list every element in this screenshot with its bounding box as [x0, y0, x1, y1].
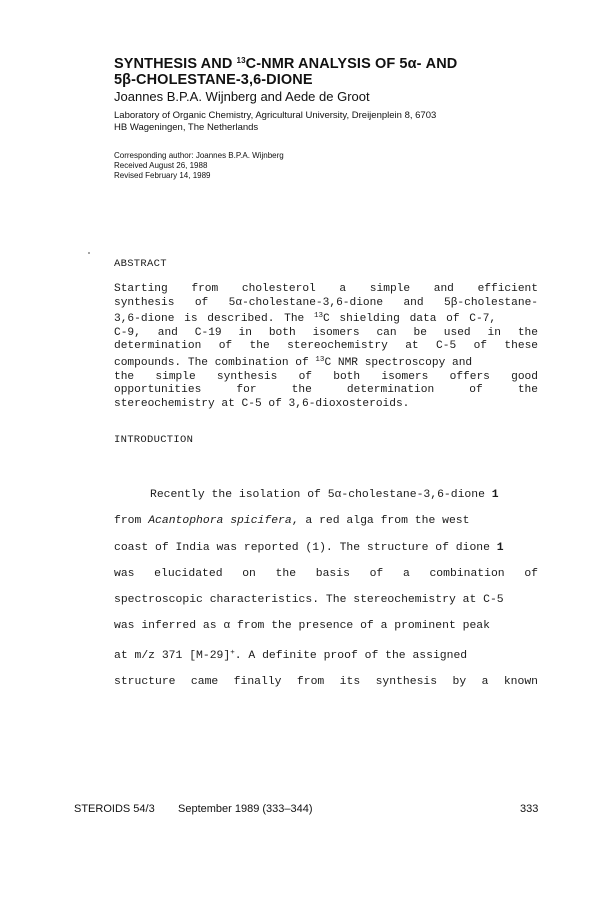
body-line: coast of India was reported (1). The structure of dione 1	[114, 541, 504, 554]
abstract-line: compounds. The combination of $^{13}$C NMR spectroscopy and	[114, 355, 473, 369]
abstract-line: 3,6-dione is described. The $^{13}$C shielding data of C-7,	[114, 312, 497, 326]
affiliation-line: HB Wageningen, The Netherlands	[114, 122, 259, 133]
paper-title	[114, 53, 554, 88]
abstract-line: Starting from cholesterol a simple and efficient	[114, 283, 538, 295]
body-line: structure came finally from its synthesis by a known	[114, 676, 538, 689]
body-line: was elucidated on the basis of a combination of	[114, 567, 538, 580]
abstract-line: C-9, and C-19 in both isomers can be used in the	[114, 326, 538, 339]
introduction-text	[114, 482, 538, 695]
abstract-line: synthesis of 5α-cholestane-3,6-dione and 5β-cholestane-	[114, 296, 538, 309]
body-line: from Acantophora spicifera, a red alga from the west	[114, 515, 470, 528]
title-line-1: SYNTHESIS AND $^{13}$C-NMR ANALYSIS OF 5α- AND	[114, 56, 458, 72]
affiliation	[114, 110, 436, 134]
body-line: Recently the isolation of 5α-cholestane-3,6-dione 1	[150, 489, 499, 501]
corresponding-author: Corresponding author: Joannes B.P.A. Wijnberg	[114, 151, 284, 160]
authors: Joannes B.P.A. Wijnberg and Aede de Groot	[114, 89, 370, 104]
body-line: was inferred as α from the presence of a prominent peak	[114, 620, 490, 633]
received-date: Received August 26, 1988	[114, 161, 208, 170]
abstract-line: determination of the stereochemistry at C-5 of these	[114, 340, 538, 353]
issue-date: September 1989 (333–344)	[178, 803, 313, 815]
scan-speck	[88, 252, 90, 254]
abstract-text	[114, 283, 538, 411]
abstract-line: stereochemistry at C-5 of 3,6-dioxosteroids.	[114, 397, 410, 410]
journal-name: STEROIDS 54/3	[74, 803, 155, 815]
abstract-heading: ABSTRACT	[114, 258, 167, 270]
body-line: spectroscopic characteristics. The stereochemistry at C-5	[114, 594, 504, 607]
correspondence	[114, 151, 284, 181]
abstract-line: the simple synthesis of both isomers offers good	[114, 370, 538, 383]
abstract-line: opportunities for the determination of the	[114, 384, 538, 397]
page-number: 333	[520, 803, 539, 815]
introduction-heading: INTRODUCTION	[114, 434, 194, 446]
title-line-2: 5β-CHOLESTANE-3,6-DIONE	[114, 72, 313, 88]
affiliation-line: Laboratory of Organic Chemistry, Agricultural University, Dreijenplein 8, 6703	[114, 110, 437, 121]
body-line: at m/z 371 [M-29]+. A definite proof of the assigned	[114, 648, 468, 662]
revised-date: Revised February 14, 1989	[114, 171, 211, 180]
